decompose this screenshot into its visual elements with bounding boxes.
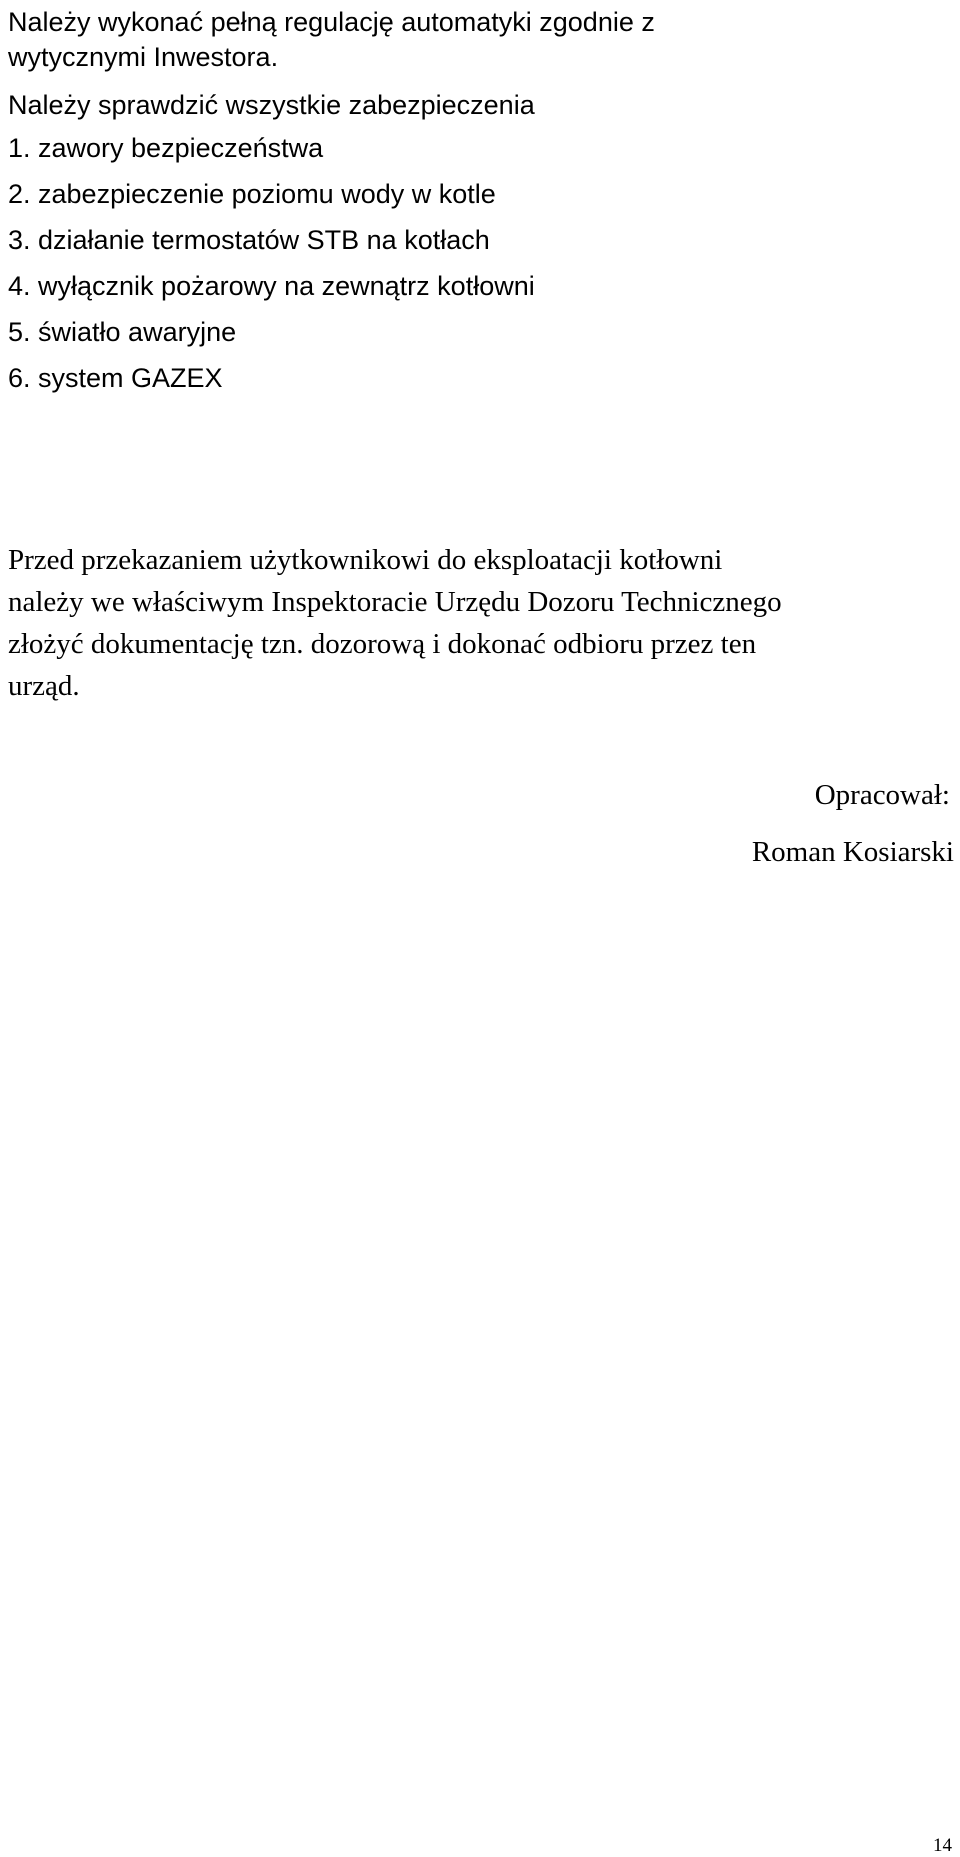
list-item: 2. zabezpieczenie poziomu wody w kotle [8,179,496,209]
list-item: 6. system GAZEX [8,363,223,393]
list-item: 5. światło awaryjne [8,317,237,347]
intro-line-1: Należy wykonać pełną regulację automatyki zgodnie z [8,7,655,37]
list-item: 1. zawory bezpieczeństwa [8,133,324,163]
paragraph-line-2: należy we właściwym Inspektoracie Urzędu Dozoru Technicznego [8,586,782,618]
paragraph-line-1: Przed przekazaniem użytkownikowi do eksploatacji kotłowni [8,544,723,576]
signature-label: Opracował: [814,779,950,811]
intro-line-3: Należy sprawdzić wszystkie zabezpieczenia [8,90,535,120]
list-item: 3. działanie termostatów STB na kotłach [8,225,490,255]
intro-line-2: wytycznymi Inwestora. [8,42,279,72]
list-item: 4. wyłącznik pożarowy na zewnątrz kotłowni [8,271,535,301]
paragraph-line-3: złożyć dokumentację tzn. dozorową i dokonać odbioru przez ten [8,628,757,660]
page-number: 14 [933,1835,952,1856]
signature-name: Roman Kosiarski [751,836,954,868]
paragraph-line-4: urząd. [8,670,80,702]
